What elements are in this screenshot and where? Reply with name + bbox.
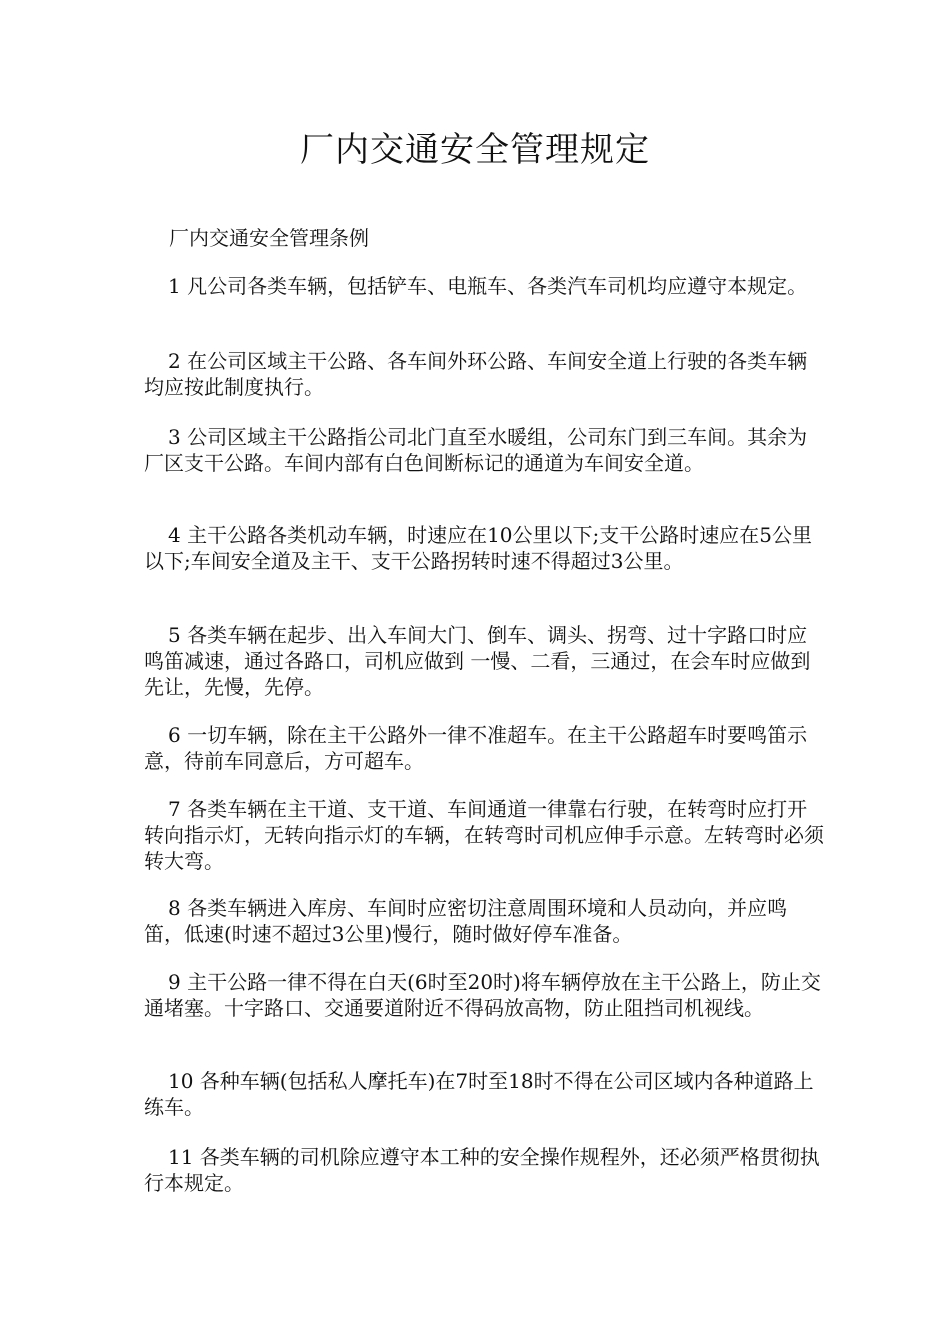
rule-paragraph-5: 5 各类车辆在起步、出入车间大门、倒车、调头、拐弯、过十字路口时应鸣笛减速，通过各路口，司机应做到 一慢、二看，三通过，在会车时应做到先让，先慢，先停。 <box>144 623 811 699</box>
rule-paragraph-1: 1 凡公司各类车辆，包括铲车、电瓶车、各类汽车司机均应遵守本规定。 <box>168 274 808 298</box>
document-subtitle: 厂内交通安全管理条例 <box>169 226 369 250</box>
rule-paragraph-10: 10 各种车辆(包括私人摩托车)在7时至18时不得在公司区域内各种道路上练车。 <box>144 1069 814 1119</box>
rule-paragraph-3: 3 公司区域主干公路指公司北门直至水暖组，公司东门到三车间。其余为厂区支干公路。车间内部有白色间断标记的通道为车间安全道。 <box>144 425 808 475</box>
rule-paragraph-6: 6 一切车辆，除在主干公路外一律不准超车。在主干公路超车时要鸣笛示意，待前车同意后，方可超车。 <box>144 723 808 773</box>
rule-paragraph-2: 2 在公司区域主干公路、各车间外环公路、车间安全道上行驶的各类车辆均应按此制度执行。 <box>144 349 808 399</box>
rule-paragraph-9: 9 主干公路一律不得在白天(6时至20时)将车辆停放在主干公路上，防止交通堵塞。十字路口、交通要道附近不得码放高物，防止阻挡司机视线。 <box>144 970 821 1020</box>
rule-paragraph-7: 7 各类车辆在主干道、支干道、车间通道一律靠右行驶，在转弯时应打开转向指示灯，无转向指示灯的车辆，在转弯时司机应伸手示意。左转弯时必须转大弯。 <box>144 797 824 873</box>
document-title: 厂内交通安全管理规定 <box>300 130 650 170</box>
rule-paragraph-4: 4 主干公路各类机动车辆，时速应在10公里以下;支干公路时速应在5公里以下;车间安全道及主干、支干公路拐转时速不得超过3公里。 <box>144 523 812 573</box>
rule-paragraph-8: 8 各类车辆进入库房、车间时应密切注意周围环境和人员动向，并应鸣笛，低速(时速不超过3公里)慢行，随时做好停车准备。 <box>144 896 788 946</box>
rule-paragraph-11: 11 各类车辆的司机除应遵守本工种的安全操作规程外，还必须严格贯彻执行本规定。 <box>144 1145 820 1195</box>
